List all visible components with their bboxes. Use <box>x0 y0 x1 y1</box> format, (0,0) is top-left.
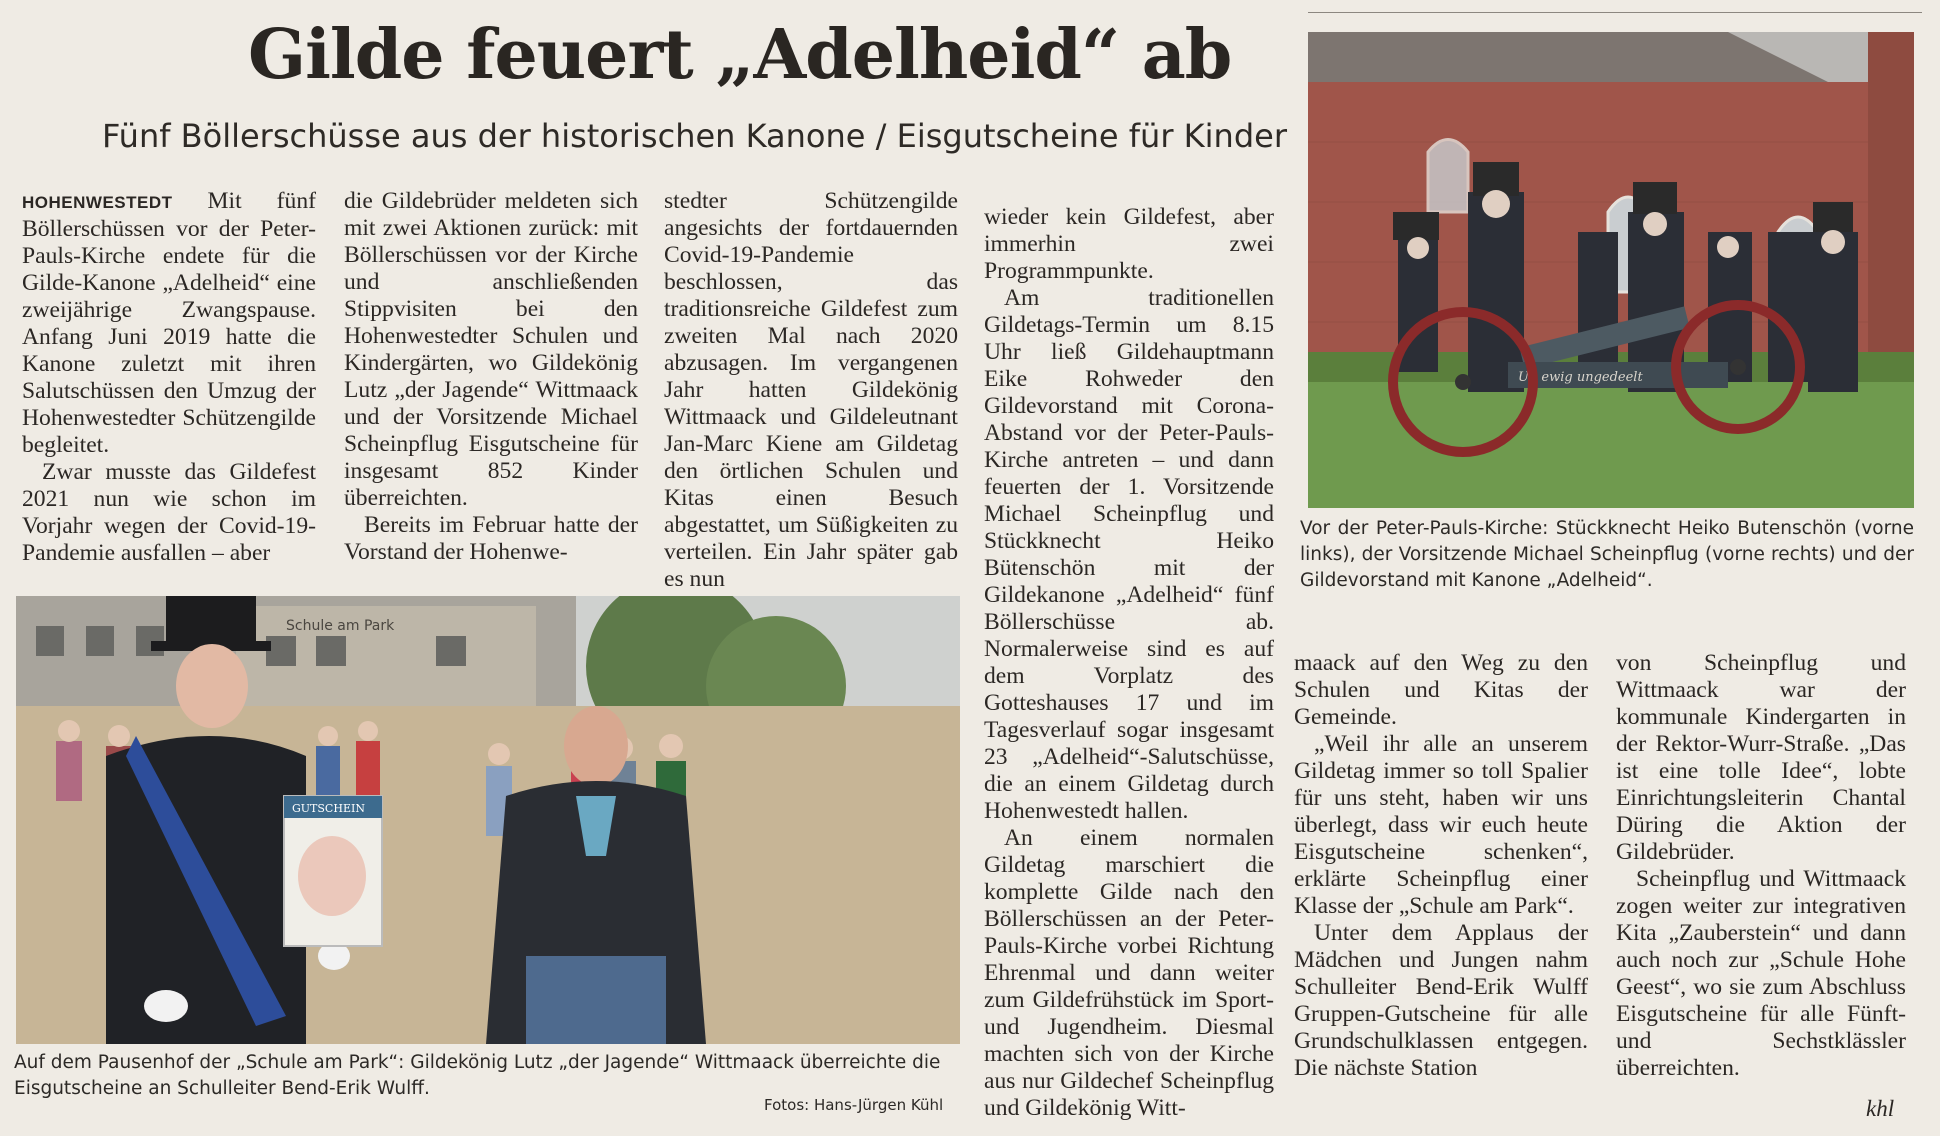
subheadline: Fünf Böllerschüsse aus der historischen Kanone / Eisgutscheine für Kinder <box>102 117 1287 155</box>
article-column-4 <box>984 204 1274 1122</box>
article-column-5 <box>1294 650 1588 1082</box>
dateline: HOHENWESTEDT <box>22 193 173 212</box>
photo-top-caption: Vor der Peter-Pauls-Kirche: Stückknecht Heiko Butenschön (vorne links), der Vorsitzende Michael Scheinpflug (vorne rechts) und der Gildevorstand mit Kanone „Adelheid“. <box>1300 518 1914 591</box>
col4-paragraph-2: Am traditionellen Gildetags-Termin um 8.15 Uhr ließ Gildehauptmann Eike Rohweder den Gildevorstand mit Corona-Abstand vor der Peter-Pauls-Kirche antreten – und dann feuerten der 1. Vorsitzende Michael Scheinpflug und Stückknecht Heiko Bütenschön mit der Gildekanone „Adelheid“ fünf Böllerschüsse ab. Normalerweise sind es auf dem Vorplatz des Gotteshauses 17 und im Tagesverlauf sogar insgesamt 23 „Adelheid“-Salutschüsse, die an einem Gildetag durch Hohenwestedt hallen. <box>984 285 1274 824</box>
col6-paragraph-2: Scheinpflug und Wittmaack zogen weiter zur integrativen Kita „Zauberstein“ und dann auch noch zur „Schule Hohe Geest“, wo sie zum Abschluss Eisgutscheine für alle Fünft- und Sechstklässler überreichten. <box>1616 866 1906 1081</box>
col1-paragraph-2: Zwar musste das Gildefest 2021 nun wie schon im Vorjahr wegen der Covid-19-Pandemie ausfallen – aber <box>22 459 316 566</box>
col4-paragraph-3: An einem normalen Gildetag marschiert die komplette Gilde nach den Böllerschüssen an der Peter-Pauls-Kirche vorbei Richtung Ehrenmal und dann weiter zum Gildefrühstück im Sport- und Jugendheim. Diesmal machten sich von der Kirche aus nur Gildechef Scheinpflug und Gildekönig Witt- <box>984 825 1274 1121</box>
top-rule <box>1308 12 1922 13</box>
author-initials: khl <box>1866 1096 1895 1121</box>
photo-school-yard <box>16 596 960 1044</box>
headline: Gilde feuert „Adelheid“ ab <box>248 15 1232 95</box>
photo-church-cannon-image <box>1308 32 1914 508</box>
article-column-2 <box>344 188 638 566</box>
col3-paragraph-1: stedter Schützengilde angesichts der fortdauernden Covid-19-Pandemie beschlossen, das traditionsreiche Gildefest zum zweiten Mal nach 2020 abzusagen. Im vergangenen Jahr hatten Gildekönig Wittmaack und Gildeleutnant Jan-Marc Kiene am Gildetag den örtlichen Schulen und Kitas einen Besuch abgestattet, um Süßigkeiten zu verteilen. Ein Jahr später gab es nun <box>664 188 958 592</box>
photo-bottom-caption: Auf dem Pausenhof der „Schule am Park“: Gildekönig Lutz „der Jagende“ Wittmaack überreichte die Eisgutscheine an Schulleiter Bend-Erik Wulff. <box>14 1052 941 1099</box>
col5-paragraph-1: maack auf den Weg zu den Schulen und Kitas der Gemeinde. <box>1294 650 1588 730</box>
col1-paragraph-1 <box>22 188 316 459</box>
article-column-3 <box>664 188 958 593</box>
photo-church-cannon <box>1308 32 1914 508</box>
col5-paragraph-3: Unter dem Applaus der Mädchen und Jungen nahm Schulleiter Bend-Erik Wulff Gruppen-Gutscheine für alle Grundschulklassen entgegen. Die nächste Station <box>1294 920 1588 1081</box>
col1-text: Mit fünf Böllerschüssen vor der Peter-Pauls-Kirche endete für die Gilde-Kanone „Adelheid“ eine zweijährige Zwangspause. Anfang Juni 2019 hatte die Kanone zuletzt mit ihren Salutschüssen den Umzug der Hohenwestedter Schützengilde begleitet. <box>22 188 316 458</box>
cannon-inscription: Up ewig ungedeelt <box>1518 370 1643 385</box>
col2-paragraph-2: Bereits im Februar hatte der Vorstand der Hohenwe- <box>344 512 638 565</box>
col5-paragraph-2: „Weil ihr alle an unserem Gildetag immer so toll Spalier für uns steht, haben wir uns überlegt, dass wir euch heute Eisgutscheine schenken“, erklärte Scheinpflug einer Klasse der „Schule am Park“. <box>1294 731 1588 919</box>
photo-credit: Fotos: Hans-Jürgen Kühl <box>764 1096 944 1114</box>
article-column-6 <box>1616 650 1906 1082</box>
photo-school-yard-image <box>16 596 960 1044</box>
article-column-1 <box>22 188 316 567</box>
school-sign: Schule am Park <box>286 618 395 634</box>
voucher-title: GUTSCHEIN <box>292 802 365 815</box>
col6-paragraph-1: von Scheinpflug und Wittmaack war der kommunale Kindergarten in der Rektor-Wurr-Straße. „Das ist eine tolle Idee“, lobte Einrichtungsleiterin Chantal Düring die Aktion der Gildebrüder. <box>1616 650 1906 865</box>
col4-paragraph-1: wieder kein Gildefest, aber immerhin zwei Programmpunkte. <box>984 204 1274 284</box>
col2-paragraph-1: die Gildebrüder meldeten sich mit zwei Aktionen zurück: mit Böllerschüssen vor der Kirche und anschließenden Stippvisiten bei den Hohenwestedter Schulen und Kindergärten, wo Gildekönig Lutz „der Jagende“ Wittmaack und der Vorsitzende Michael Scheinpflug Eisgutscheine für insgesamt 852 Kinder überreichten. <box>344 188 638 511</box>
